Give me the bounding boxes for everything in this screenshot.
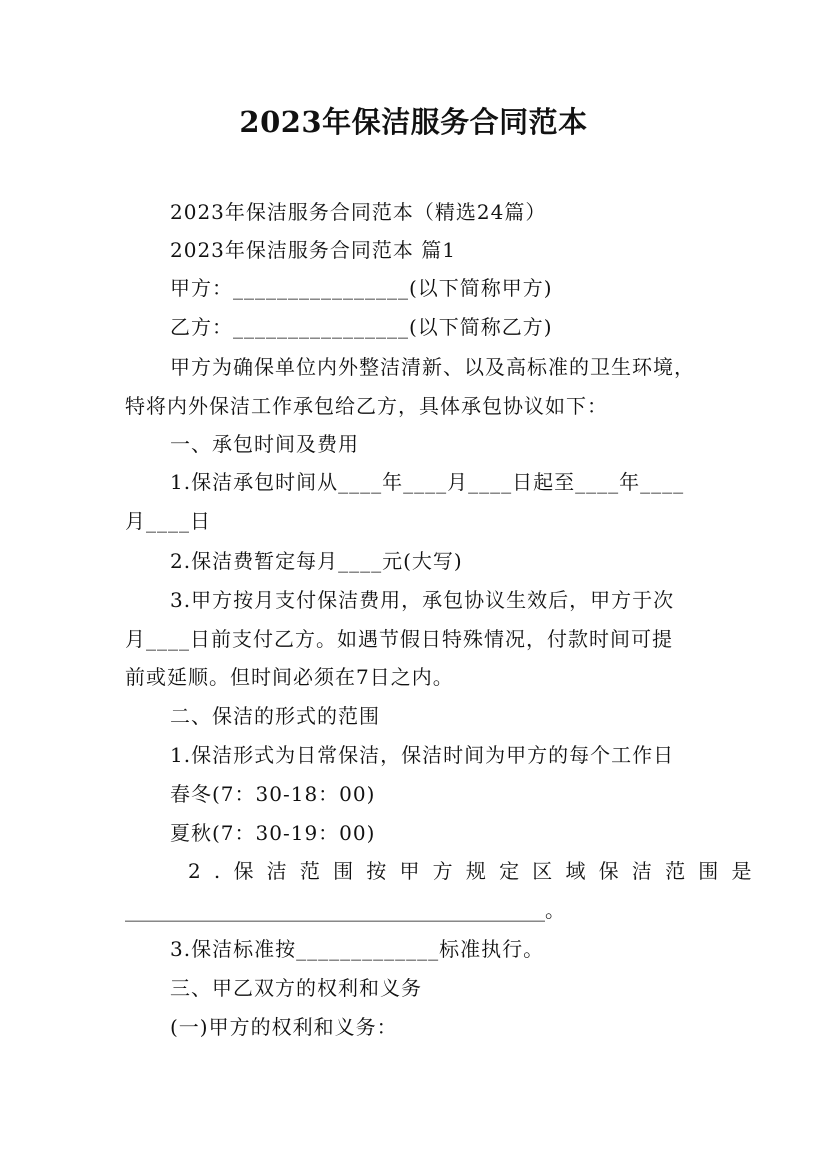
paragraph-line: 1.保洁承包时间从____年____月____日起至____年____ — [170, 470, 685, 494]
document-title: 2023年保洁服务合同范本 — [239, 105, 588, 139]
paragraph-line: 3.甲方按月支付保洁费用，承包协议生效后，甲方于次 — [170, 588, 675, 612]
paragraph-line: 1.保洁形式为日常保洁，保洁时间为甲方的每个工作日 — [170, 743, 675, 767]
clause-heading: 三、甲乙双方的权利和义务 — [170, 976, 422, 1000]
paragraph-line: 月____日 — [125, 509, 211, 533]
subtitle-line: 2023年保洁服务合同范本（精选24篇） — [170, 200, 547, 224]
paragraph-line: 月____日前支付乙方。如遇节假日特殊情况，付款时间可提 — [125, 627, 673, 651]
paragraph-line: __________________________________________。 — [125, 898, 565, 922]
party-a-line: 甲方：________________(以下简称甲方) — [170, 276, 553, 300]
paragraph-line: 3.保洁标准按_____________标准执行。 — [170, 937, 545, 961]
clause-subheading: (一)甲方的权利和义务： — [170, 1015, 398, 1039]
paragraph-line: 夏秋(7：30-19：00) — [170, 821, 376, 845]
party-b-line: 乙方：________________(以下简称乙方) — [170, 315, 553, 339]
paragraph-line: 2.保洁范围按甲方规定区域保洁范围是 — [188, 859, 765, 883]
clause-heading: 一、承包时间及费用 — [170, 432, 359, 456]
paragraph-line: 前或延顺。但时间必须在7日之内。 — [125, 665, 454, 689]
paragraph-line: 特将内外保洁工作承包给乙方，具体承包协议如下： — [125, 394, 608, 418]
paragraph-line: 春冬(7：30-18：00) — [170, 782, 376, 806]
paragraph-line: 2.保洁费暂定每月____元(大写) — [170, 549, 463, 573]
paragraph-line: 甲方为确保单位内外整洁清新、以及高标准的卫生环境， — [170, 355, 695, 379]
section-heading-line: 2023年保洁服务合同范本 篇1 — [170, 238, 456, 262]
clause-heading: 二、保洁的形式的范围 — [170, 704, 380, 728]
